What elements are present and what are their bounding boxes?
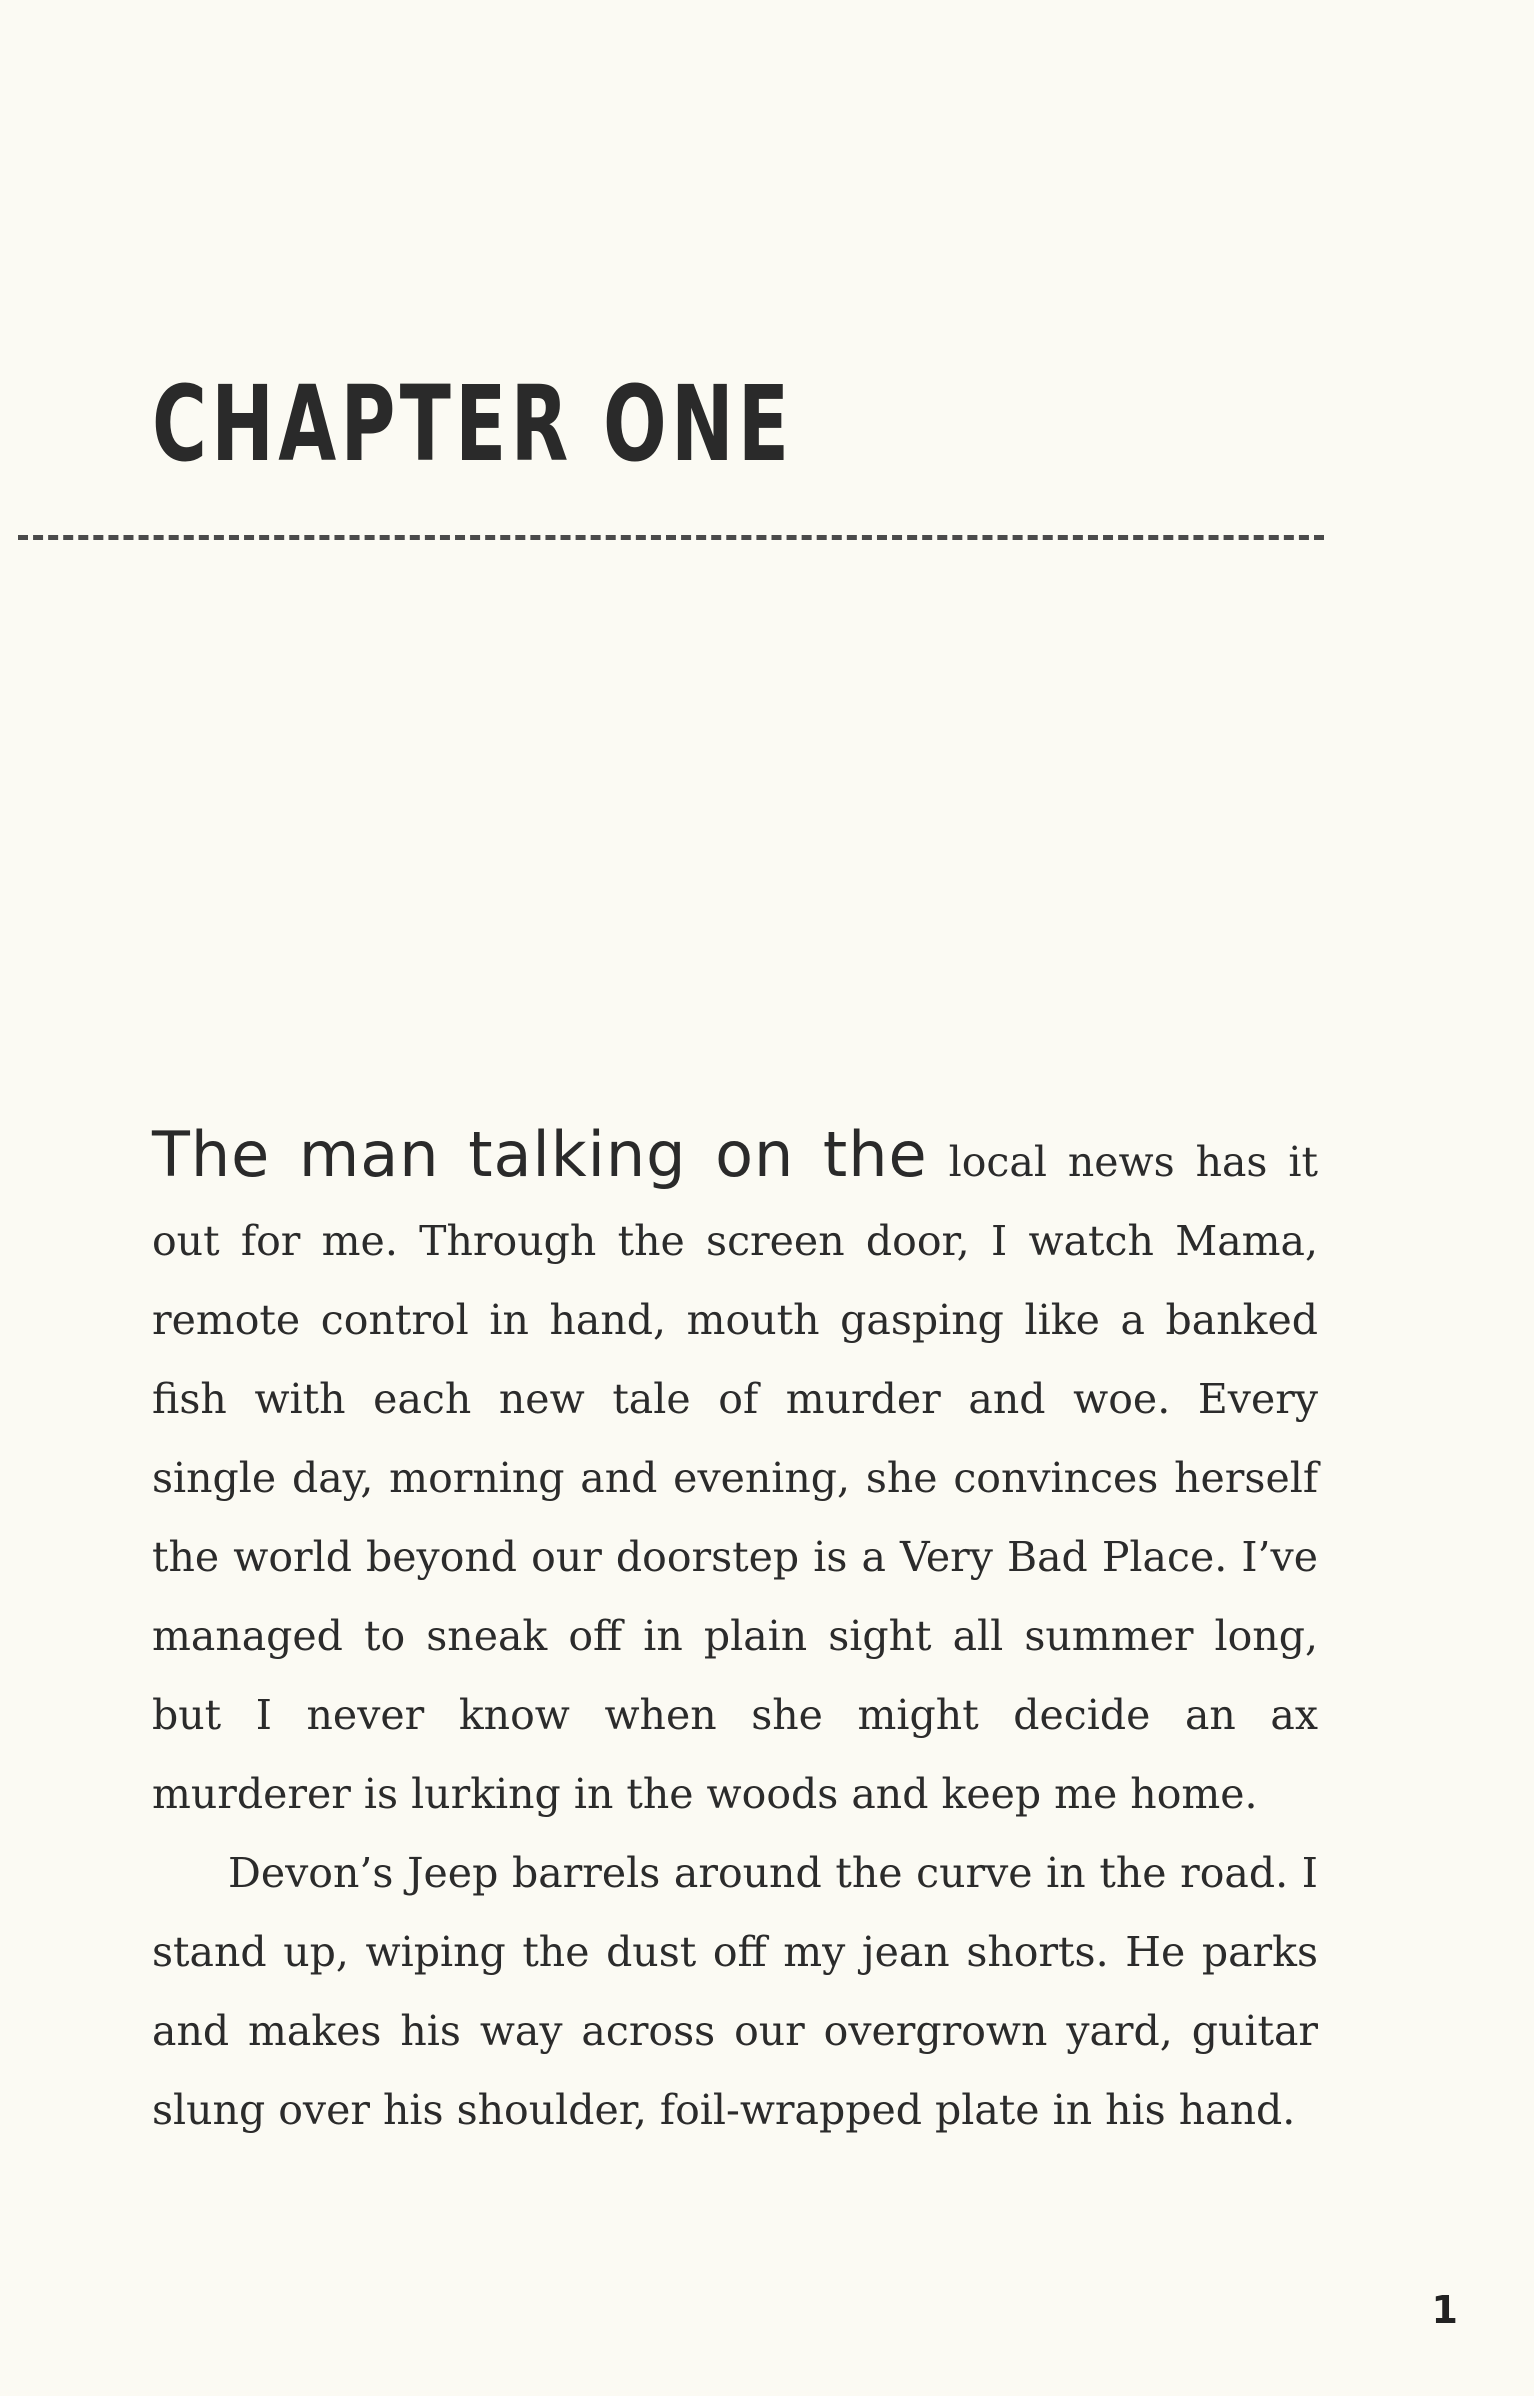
chapter-title: CHAPTER ONE bbox=[152, 363, 794, 485]
paragraph-1-text: local news has it out for me. Through the screen door, I watch Mama, remote control in hand, mouth gasping like a banked fish with each new tale of murder and woe. Every single day, morning and evening, she convinces herself the world beyond our doorstep is a Very Bad Place. I’ve managed to sneak off in plain sight all summer long, but I never know when she might decide an ax murderer is lurking in the woods and keep me home. bbox=[152, 1138, 1318, 1818]
page-number: 1 bbox=[1431, 2288, 1458, 2332]
paragraph-1 bbox=[152, 1115, 1318, 1834]
chapter-body bbox=[152, 1115, 1318, 2150]
chapter-divider bbox=[18, 535, 1324, 540]
lead-in-text: The man talking on the bbox=[152, 1118, 928, 1191]
paragraph-2: Devon’s Jeep barrels around the curve in the road. I stand up, wiping the dust off my jean shorts. He parks and makes his way across our overgrown yard, guitar slung over his shoulder, foil-wrapped plate in his hand. bbox=[152, 1849, 1318, 2134]
